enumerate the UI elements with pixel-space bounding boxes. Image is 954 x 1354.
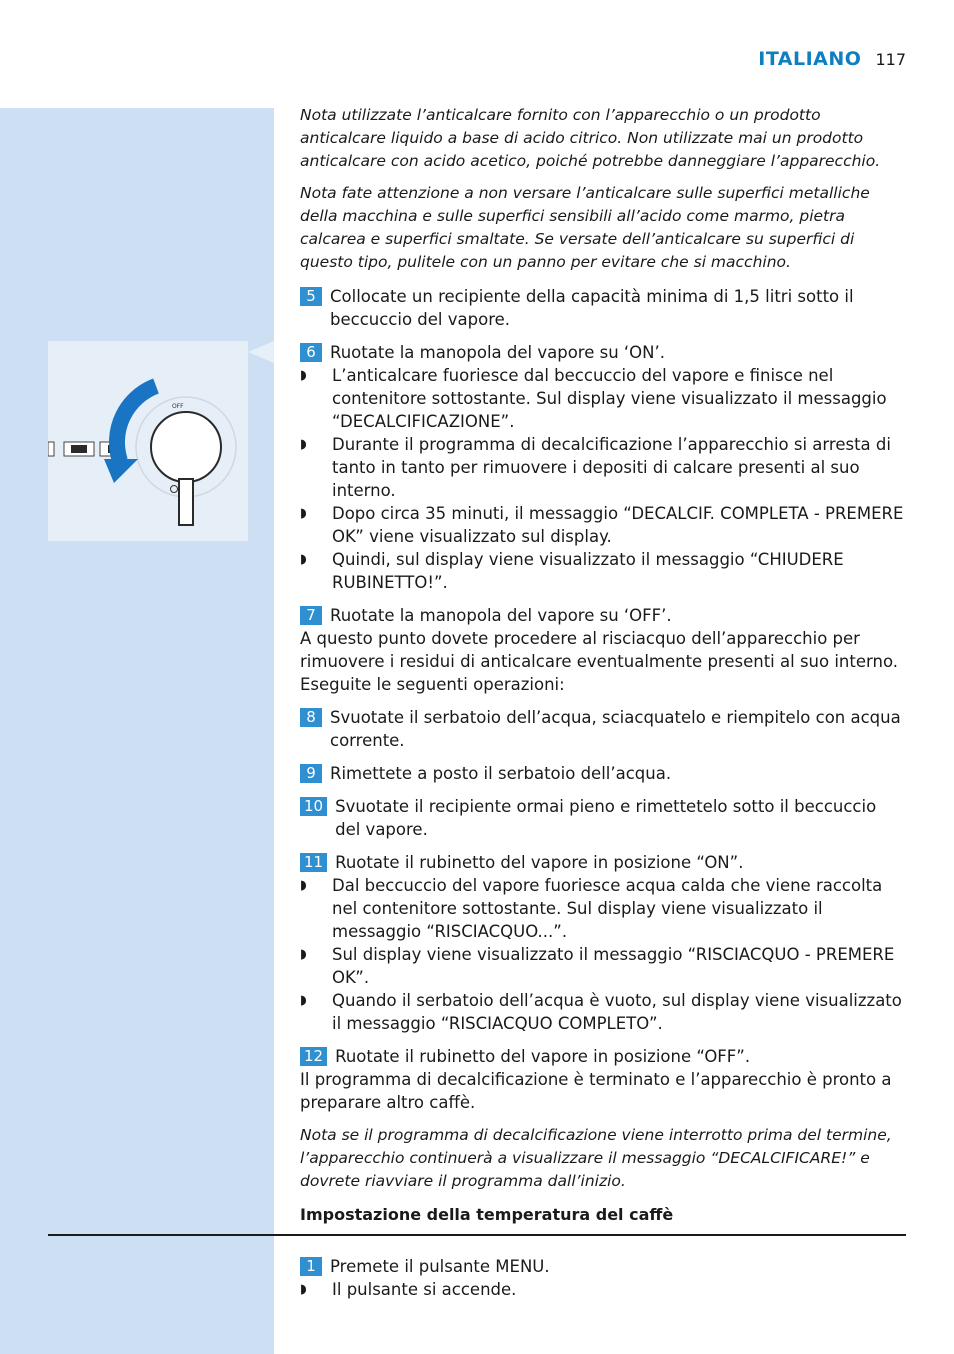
step-text: Ruotate la manopola del vapore su ‘ON’. bbox=[330, 343, 665, 362]
step-number: 6 bbox=[300, 343, 322, 362]
steam-knob-illustration bbox=[48, 341, 248, 541]
bullet-text: Dal beccuccio del vapore fuoriesce acqua calda che viene raccolta nel contenitore sottostante. Sul display viene visualizzato il messaggio “RISCIACQUO...”. bbox=[332, 876, 883, 941]
step-12 bbox=[300, 1045, 906, 1068]
step-6 bbox=[300, 341, 906, 364]
list-item bbox=[300, 1278, 906, 1301]
list-item bbox=[300, 874, 906, 943]
list-item bbox=[300, 989, 906, 1035]
step-7-paragraph: A questo punto dovete procedere al risciacquo dell’apparecchio per rimuovere i residui di anticalcare eventualmente presenti al suo interno. Eseguite le seguenti operazioni: bbox=[300, 629, 899, 694]
step-text: Ruotate il rubinetto del vapore in posizione “OFF”. bbox=[335, 1047, 751, 1066]
step-number: 8 bbox=[300, 708, 322, 727]
bullet-text: Il pulsante si accende. bbox=[332, 1280, 517, 1299]
step-9 bbox=[300, 762, 906, 785]
step-number: 12 bbox=[300, 1047, 327, 1066]
step-10 bbox=[300, 795, 906, 841]
language-label: ITALIANO bbox=[758, 48, 862, 70]
bullet-triangle-icon: ◗ bbox=[300, 368, 307, 383]
bullet-text: Durante il programma di decalcificazione l’apparecchio si arresta di tanto in tanto per rimuovere i depositi di calcare presenti al suo interno. bbox=[332, 435, 891, 500]
section-content bbox=[300, 1255, 906, 1301]
step-number: 7 bbox=[300, 606, 322, 625]
step-text: Svuotate il recipiente ormai pieno e rimettetelo sotto il beccuccio del vapore. bbox=[335, 797, 877, 839]
step-7 bbox=[300, 604, 906, 627]
page-number: 117 bbox=[875, 50, 906, 69]
bullet-text: L’anticalcare fuoriesce dal beccuccio del vapore e finisce nel contenitore sottostante. Sul display viene visualizzato il messaggio “DECALCIFICAZIONE”. bbox=[332, 366, 887, 431]
page-header bbox=[758, 48, 906, 70]
steam-knob-drawing bbox=[48, 341, 248, 541]
note-surfaces: Nota fate attenzione a non versare l’anticalcare sulle superfici metalliche della macchina e sulle superfici sensibili all’acido come marmo, pietra calcarea e superfici smaltate. Se versate dell’anticalcare su superfici di questo tipo, pulitele con un panno per evitare che si macchino. bbox=[300, 184, 870, 271]
step-8 bbox=[300, 706, 906, 752]
step-11 bbox=[300, 851, 906, 874]
step-number: 10 bbox=[300, 797, 327, 816]
step-number: 11 bbox=[300, 853, 327, 872]
step-12-paragraph: Il programma di decalcificazione è terminato e l’apparecchio è pronto a preparare altro caffè. bbox=[300, 1070, 892, 1112]
list-item bbox=[300, 433, 906, 502]
step-text: Ruotate il rubinetto del vapore in posizione “ON”. bbox=[335, 853, 744, 872]
list-item bbox=[300, 548, 906, 594]
bullet-triangle-icon: ◗ bbox=[300, 947, 307, 962]
note-anticalcare: Nota utilizzate l’anticalcare fornito con l’apparecchio o un prodotto anticalcare liquido a base di acido citrico. Non utilizzate mai un prodotto anticalcare con acido acetico, poiché potrebbe danneggiare l’apparecchio. bbox=[300, 106, 881, 170]
section-divider bbox=[48, 1234, 906, 1236]
list-item bbox=[300, 502, 906, 548]
knob-off-label: OFF bbox=[172, 403, 184, 410]
step-5 bbox=[300, 285, 906, 331]
step-number: 5 bbox=[300, 287, 322, 306]
main-content bbox=[300, 104, 906, 1226]
step-text: Premete il pulsante MENU. bbox=[330, 1257, 550, 1276]
bullet-text: Quindi, sul display viene visualizzato il messaggio “CHIUDERE RUBINETTO!”. bbox=[332, 550, 844, 592]
bullet-triangle-icon: ◗ bbox=[300, 878, 307, 893]
bullet-text: Dopo circa 35 minuti, il messaggio “DECALCIF. COMPLETA - PREMERE OK” viene visualizzato sul display. bbox=[332, 504, 904, 546]
step-text: Ruotate la manopola del vapore su ‘OFF’. bbox=[330, 606, 672, 625]
step-text: Collocate un recipiente della capacità minima di 1,5 litri sotto il beccuccio del vapore. bbox=[330, 287, 854, 329]
step-text: Svuotate il serbatoio dell’acqua, sciacquatelo e riempitelo con acqua corrente. bbox=[330, 708, 901, 750]
bullet-triangle-icon: ◗ bbox=[300, 506, 307, 521]
step-number: 1 bbox=[300, 1257, 322, 1276]
section-heading: Impostazione della temperatura del caffè bbox=[300, 1205, 674, 1224]
note-interrupted: Nota se il programma di decalcificazione viene interrotto prima del termine, l’apparecchio continuerà a visualizzare il messaggio “DECALCIFICARE!” e dovrete riavviare il programma dall’inizio. bbox=[300, 1126, 892, 1190]
bullet-triangle-icon: ◗ bbox=[300, 552, 307, 567]
callout-pointer bbox=[248, 341, 274, 363]
bullet-text: Sul display viene visualizzato il messaggio “RISCIACQUO - PREMERE OK”. bbox=[332, 945, 895, 987]
bullet-triangle-icon: ◗ bbox=[300, 1282, 307, 1297]
step-text: Rimettete a posto il serbatoio dell’acqua. bbox=[330, 764, 672, 783]
bullet-triangle-icon: ◗ bbox=[300, 437, 307, 452]
list-item bbox=[300, 364, 906, 433]
list-item bbox=[300, 943, 906, 989]
sidebar-panel bbox=[0, 108, 274, 1354]
bullet-text: Quando il serbatoio dell’acqua è vuoto, sul display viene visualizzato il messaggio “RISCIACQUO COMPLETO”. bbox=[332, 991, 902, 1033]
bullet-triangle-icon: ◗ bbox=[300, 993, 307, 1008]
step-1 bbox=[300, 1255, 906, 1278]
step-number: 9 bbox=[300, 764, 322, 783]
